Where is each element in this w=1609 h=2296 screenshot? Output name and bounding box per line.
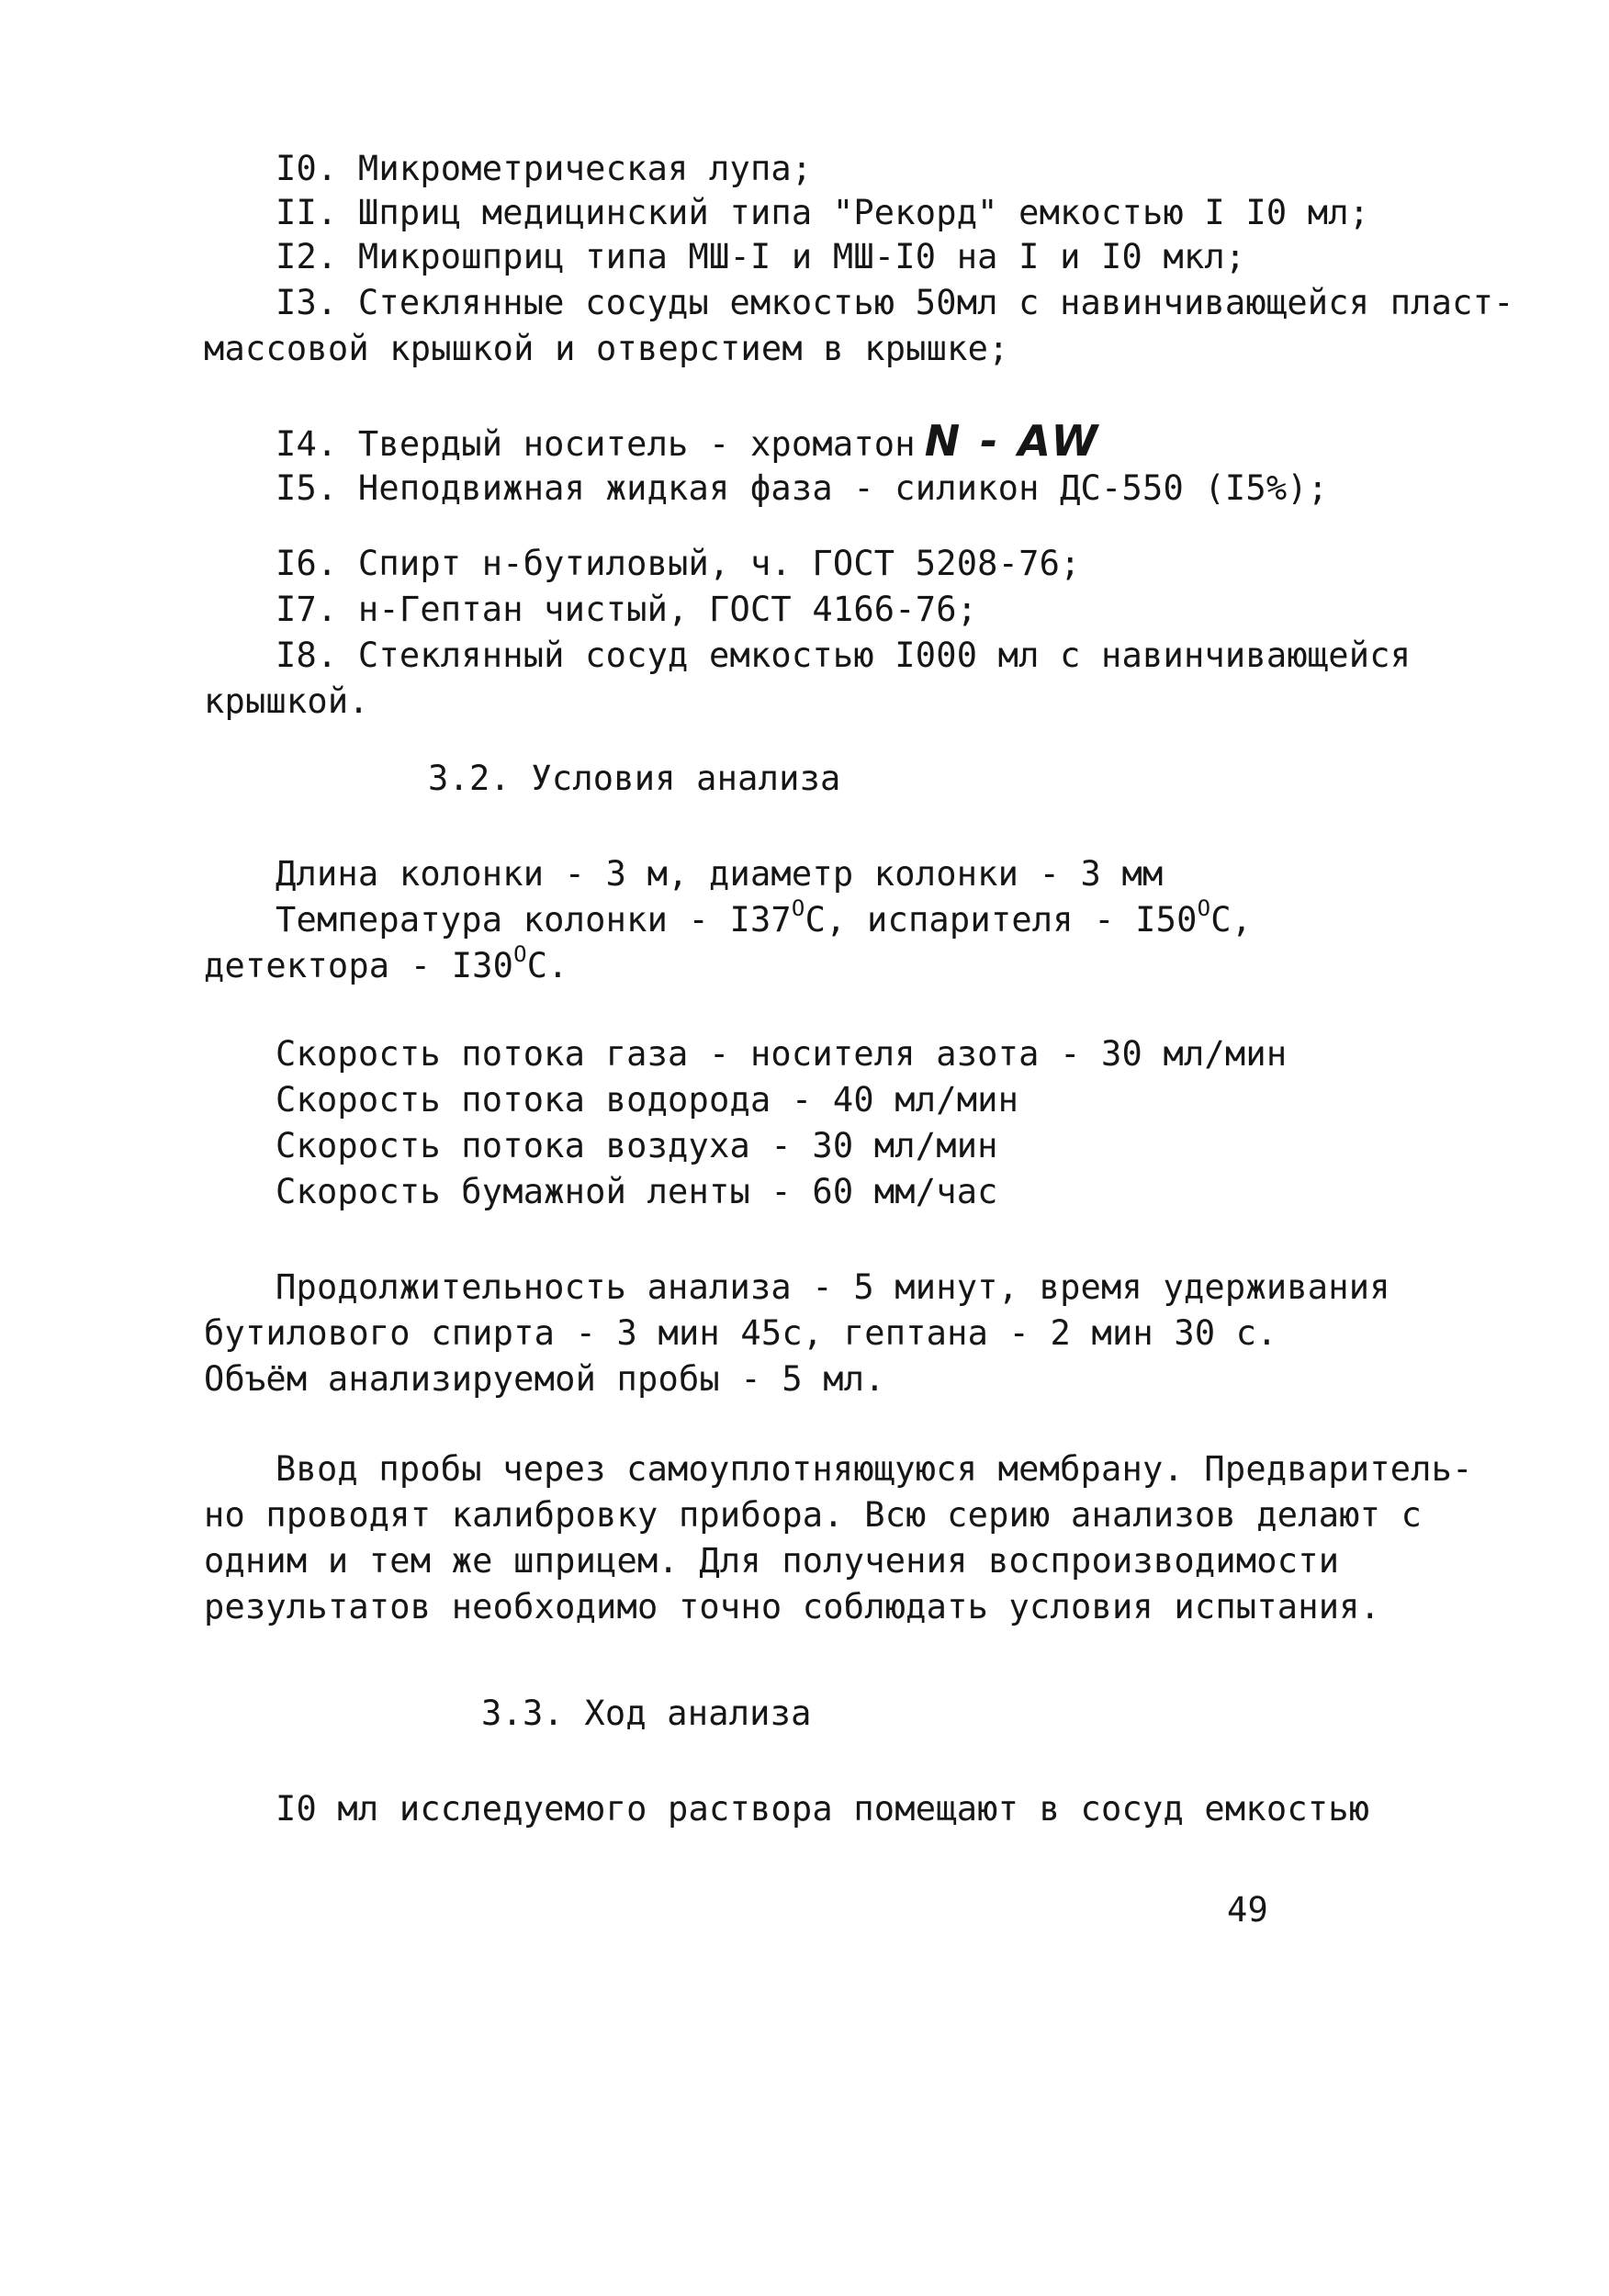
- degree-sign: O: [513, 940, 527, 967]
- page-number: 49: [1227, 1890, 1268, 1930]
- temp-evaporator-text: С, испарителя - I50: [804, 900, 1198, 940]
- list-item-16: I6. Спирт н-бутиловый, ч. ГОСТ 5208-76;: [276, 544, 1081, 583]
- list-item-14: [276, 416, 1101, 466]
- detector-temperature-line: [204, 940, 568, 986]
- duration-line: Продолжительность анализа - 5 минут, время удерживания: [276, 1267, 1390, 1307]
- temp-column-text: Температура колонки - I37: [276, 900, 792, 940]
- list-item-18: I8. Стеклянный сосуд емкостью I000 мл с навинчивающейся: [276, 636, 1412, 675]
- flow-rate-line: Скорость потока воздуха - 30 мл/мин: [276, 1126, 998, 1165]
- flow-rate-line: Скорость бумажной ленты - 60 мм/час: [276, 1172, 998, 1211]
- handwritten-annotation: N - AW: [924, 416, 1101, 466]
- flow-rate-line: Скорость потока водорода - 40 мл/мин: [276, 1080, 1019, 1120]
- degree-sign: O: [791, 895, 805, 921]
- list-item-13: I3. Стеклянные сосуды емкостью 50мл с навинчивающейся пласт-: [276, 283, 1514, 322]
- list-item-11: II. Шприц медицинский типа "Рекорд" емкостью I I0 мл;: [276, 193, 1370, 232]
- procedure-line: но проводят калибровку прибора. Всю серию анализов делают с: [204, 1495, 1423, 1535]
- temp-detector-text: детектора - I30: [204, 946, 514, 985]
- duration-line: Объём анализируемой пробы - 5 мл.: [204, 1359, 885, 1399]
- degree-sign: O: [1197, 895, 1211, 921]
- procedure-line: результатов необходимо точно соблюдать условия испытания.: [204, 1587, 1381, 1626]
- procedure-line: Ввод пробы через самоуплотняющуюся мембрану. Предваритель-: [276, 1449, 1473, 1489]
- procedure-first-line: I0 мл исследуемого раствора помещают в сосуд емкостью: [276, 1789, 1370, 1829]
- duration-line: бутилового спирта - 3 мин 45с, гептана - 2 мин 30 с.: [204, 1313, 1277, 1353]
- flow-rate-line: Скорость потока газа - носителя азота - 30 мл/мин: [276, 1034, 1288, 1074]
- section-3-3-heading: 3.3. Ход анализа: [481, 1694, 812, 1733]
- section-3-2-heading: 3.2. Условия анализа: [428, 759, 841, 798]
- temperature-line: [276, 895, 1253, 940]
- list-item-18-continuation: крышкой.: [204, 681, 369, 721]
- list-item-15: I5. Неподвижная жидкая фаза - силикон ДС-550 (I5%);: [276, 468, 1329, 508]
- list-item-17: I7. н-Гептан чистый, ГОСТ 4166-76;: [276, 590, 978, 629]
- procedure-line: одним и тем же шприцем. Для получения воспроизводимости: [204, 1541, 1340, 1581]
- list-item-10: I0. Микрометрическая лупа;: [276, 149, 813, 188]
- column-dimensions-line: Длина колонки - 3 м, диаметр колонки - 3 мм: [276, 854, 1164, 894]
- list-item-12: I2. Микрошприц типа МШ-I и МШ-I0 на I и I0 мкл;: [276, 237, 1246, 276]
- temp-end-text: С,: [1210, 900, 1253, 940]
- list-item-13-continuation: массовой крышкой и отверстием в крышке;: [204, 329, 1009, 368]
- list-item-14-text: I4. Твердый носитель - хроматон: [276, 424, 916, 464]
- temp-detector-end-text: С.: [526, 946, 568, 985]
